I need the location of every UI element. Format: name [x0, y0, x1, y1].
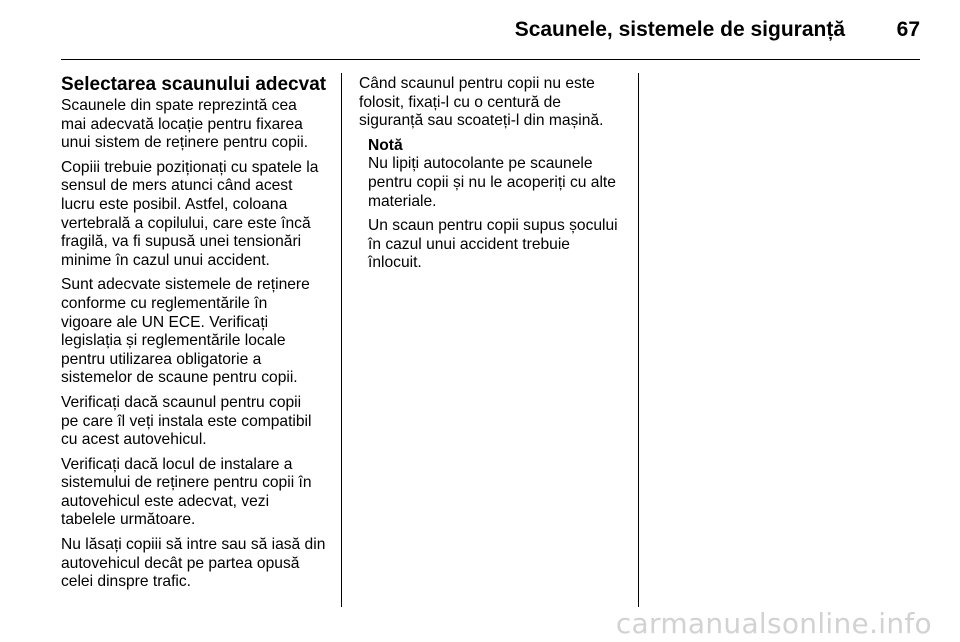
text-line: vertebrală a copilului, care este încă: [61, 214, 311, 232]
text-line: materiale.: [368, 192, 437, 210]
text-line: în cazul unui accident trebuie: [368, 235, 570, 253]
text-line: sistemelor de scaune pentru copii.: [61, 369, 298, 387]
text-line: Verificați dacă locul de instalare a: [61, 455, 293, 473]
text-line: Când scaunul pentru copii nu este: [359, 75, 595, 92]
text-line: Scaunele din spate reprezintă cea: [61, 97, 297, 114]
text-line: autovehicul decât pe partea opusă: [61, 554, 300, 572]
header-divider: [61, 59, 920, 60]
page-number: 67: [896, 18, 920, 41]
text-line: legislația și reglementările locale: [61, 332, 286, 350]
note-paragraph-stickers: [368, 155, 635, 211]
text-line: autovehicul este adecvat, vezi: [61, 492, 270, 510]
middle-column: [359, 75, 635, 279]
text-line: conforme cu reglementările în: [61, 294, 268, 312]
paragraph-rear-facing: [61, 159, 337, 271]
paragraph-rear-seats: [61, 97, 337, 153]
paragraph-compatibility: [61, 394, 337, 450]
section-heading: Selectarea scaunului adecvat: [61, 74, 327, 95]
watermark: carmanualsonline.info: [615, 607, 932, 640]
text-line: Sunt adecvate sistemele de reținere: [61, 276, 310, 294]
text-line: celei dinspre trafic.: [61, 573, 192, 591]
column-divider-right: [638, 73, 639, 607]
paragraph-regulations: [61, 276, 337, 388]
text-line: pentru copii și nu le acoperiți cu alte: [368, 173, 616, 191]
text-line: tabelele următoare.: [61, 511, 196, 529]
note-block: [359, 137, 635, 273]
text-line: Verificați dacă scaunul pentru copii: [61, 393, 302, 411]
text-line: unui sistem de reținere pentru copii.: [61, 134, 309, 152]
text-line: mai adecvată locație pentru fixarea: [61, 115, 303, 133]
text-line: lucru este posibil. Astfel, coloana: [61, 195, 288, 213]
text-line: Copiii trebuie poziționați cu spatele la: [61, 158, 319, 176]
column-divider-left: [341, 73, 342, 607]
paragraph-installation-location: [61, 456, 337, 530]
text-line: pentru utilizarea obligatorie a: [61, 350, 262, 368]
text-line: Nu lipiți autocolante pe scaunele: [368, 155, 593, 173]
left-column: [61, 75, 337, 598]
text-line: pe care îl veți instala este compatibil: [61, 412, 312, 430]
text-line: Un scaun pentru copii supus șocului: [368, 217, 618, 235]
text-line: Nu lăsați copiii să intre sau să iasă din: [61, 536, 326, 554]
paragraph-unused-seat: [359, 75, 635, 131]
text-line: minime în cazul unui accident.: [61, 251, 270, 269]
text-line: înlocuit.: [368, 254, 422, 272]
text-line: siguranță sau scoateți-l din mașină.: [359, 112, 604, 130]
paragraph-traffic-side: [61, 536, 337, 592]
text-line: sensul de mers atunci când acest: [61, 177, 293, 195]
text-line: cu acest autovehicul.: [61, 431, 207, 449]
text-line: fragilă, va fi supusă unei tensionări: [61, 233, 302, 251]
header-title: Scaunele, sistemele de siguranță: [514, 18, 845, 41]
note-paragraph-replace: [368, 217, 635, 273]
text-line: sistemului de reținere pentru copii în: [61, 474, 312, 492]
text-line: vigoare ale UN ECE. Verificați: [61, 313, 269, 331]
note-title: Notă: [368, 136, 403, 154]
text-line: folosit, fixați-l cu o centură de: [359, 93, 561, 111]
